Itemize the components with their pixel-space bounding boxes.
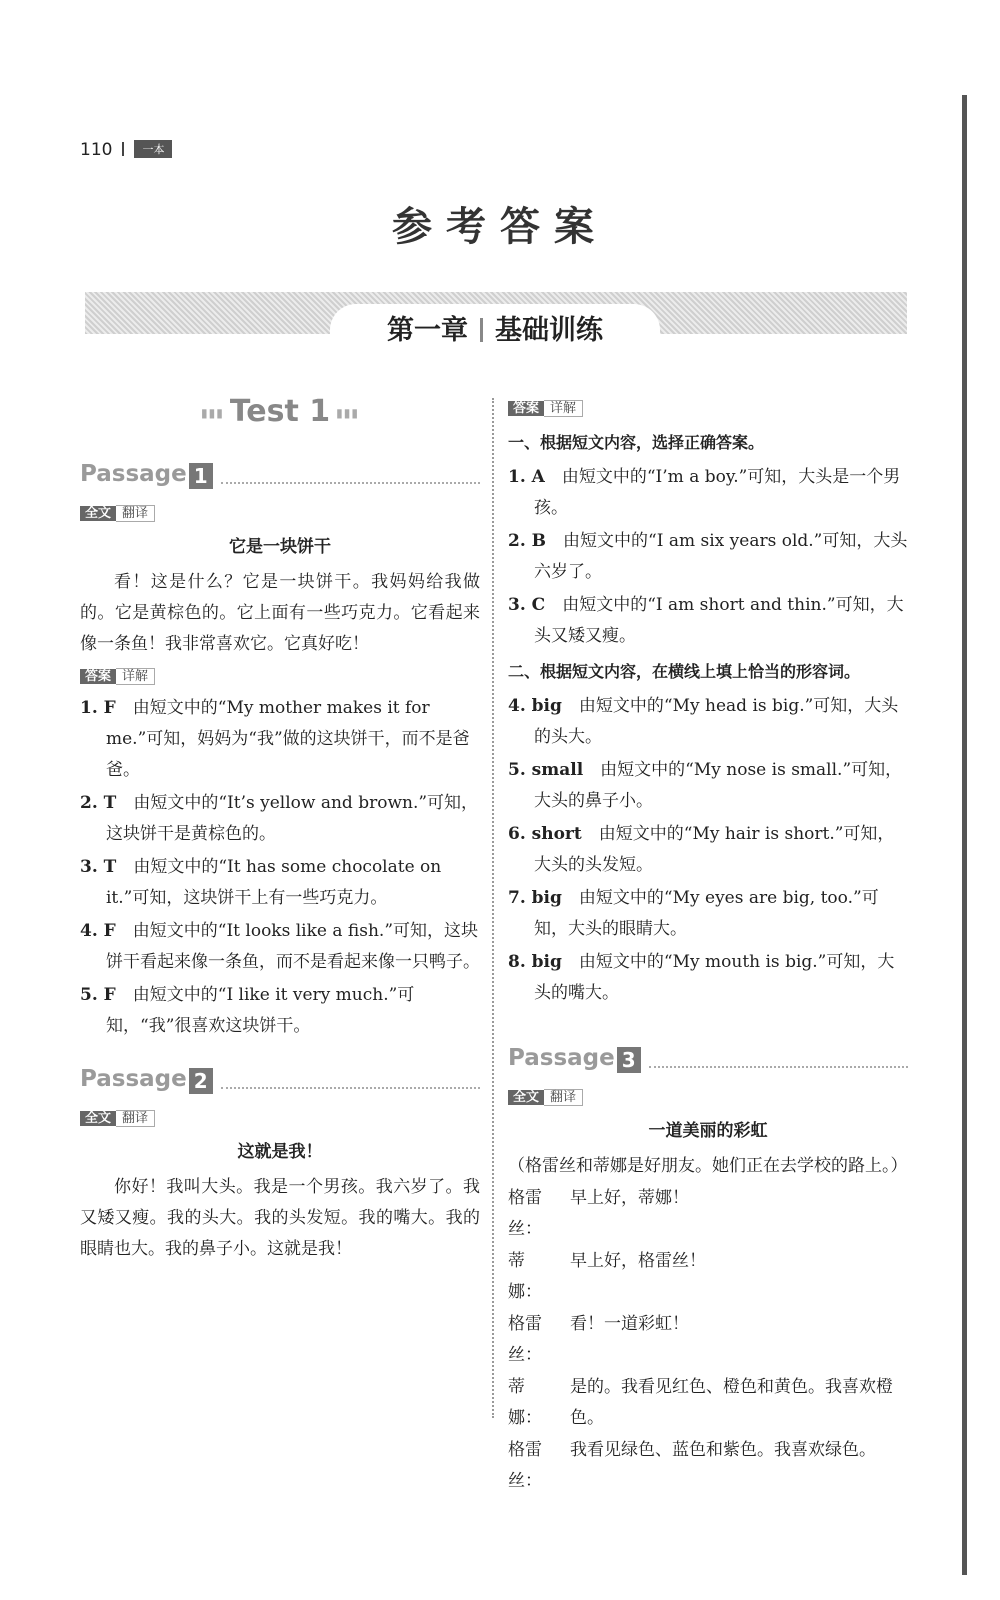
label-sub: 详解 xyxy=(544,400,583,417)
passage-3-title: 一道美丽的彩虹 xyxy=(648,1121,768,1141)
chapter-number: 第一章 xyxy=(387,315,468,346)
answer-item xyxy=(80,788,480,850)
speaker: 格雷丝： xyxy=(508,1314,542,1365)
fulltext-label xyxy=(80,1109,155,1129)
decor-dots-right: ▮▮▮ xyxy=(336,406,359,420)
chapter-divider xyxy=(480,318,483,342)
passage-1-translation: 看！这是什么？它是一块饼干。我妈妈给我做的。它是黄棕色的。它上面有一些巧克力。它看起来像一条鱼！我非常喜欢它。它真好吃！ xyxy=(80,572,480,654)
speech: 看！一道彩虹！ xyxy=(570,1314,689,1334)
speech: 早上好，格雷丝！ xyxy=(570,1251,706,1271)
passage-word: Passage xyxy=(80,1066,187,1092)
answer-item xyxy=(80,980,480,1042)
passage-word: Passage xyxy=(508,1045,615,1071)
passage-number: 1 xyxy=(189,463,213,489)
answer-item xyxy=(508,691,908,753)
answer-key: 4. big xyxy=(508,696,562,716)
label-main: 答案 xyxy=(508,401,544,416)
speaker: 格雷丝： xyxy=(508,1188,542,1239)
test-title xyxy=(80,392,480,433)
answer-item xyxy=(80,852,480,914)
dialogue-line xyxy=(508,1183,908,1245)
answer-text: 由短文中的“I am short and thin.”可知，大头又矮又瘦。 xyxy=(534,595,904,646)
column-divider xyxy=(492,398,494,1418)
fulltext-label xyxy=(80,504,155,524)
dotted-rule xyxy=(221,482,480,484)
series-tag: 一本 xyxy=(134,140,172,158)
dialogue-line xyxy=(508,1309,908,1371)
passage-3-intro: （格雷丝和蒂娜是好朋友。她们正在去学校的路上。） xyxy=(508,1156,908,1176)
dialogue-line xyxy=(508,1246,908,1308)
answer-key: 4. F xyxy=(80,921,116,941)
page-edge-shadow xyxy=(962,95,967,1575)
section-heading: 一、根据短文内容，选择正确答案。 xyxy=(508,433,765,452)
decor-dots-left: ▮▮▮ xyxy=(201,406,224,420)
answer-key: 2. T xyxy=(80,793,117,813)
passage-2-heading xyxy=(80,1064,480,1094)
label-main: 全文 xyxy=(80,1111,116,1126)
fulltext-label xyxy=(508,1088,583,1108)
answer-text: 由短文中的“My eyes are big, too.”可知，大头的眼睛大。 xyxy=(534,888,879,939)
passage-2-title: 这就是我！ xyxy=(237,1142,323,1162)
test-title-text: Test 1 xyxy=(229,394,331,429)
answer-text: 由短文中的“My mother makes it for me.”可知，妈妈为“我”做的这块饼干，而不是爸爸。 xyxy=(106,698,470,780)
answer-key: 1. F xyxy=(80,698,116,718)
answer-item xyxy=(508,590,908,652)
answer-item xyxy=(508,947,908,1009)
answer-key: 7. big xyxy=(508,888,562,908)
answer-key: 2. B xyxy=(508,531,547,551)
answer-text: 由短文中的“It looks like a fish.”可知，这块饼干看起来像一条鱼，而不是看起来像一只鸭子。 xyxy=(106,921,480,972)
label-main: 全文 xyxy=(80,506,116,521)
left-column xyxy=(80,392,480,1265)
answer-text: 由短文中的“My nose is small.”可知，大头的鼻子小。 xyxy=(534,760,903,811)
answer-text: 由短文中的“I am six years old.”可知，大头六岁了。 xyxy=(534,531,908,582)
header-divider xyxy=(122,142,124,156)
answer-text: 由短文中的“It has some chocolate on it.”可知，这块饼干上有一些巧克力。 xyxy=(106,857,442,908)
label-main: 全文 xyxy=(508,1090,544,1105)
dialogue-line xyxy=(508,1372,908,1434)
speech: 是的。我看见红色、橙色和黄色。我喜欢橙色。 xyxy=(570,1377,893,1428)
speaker: 格雷丝： xyxy=(508,1440,542,1491)
chapter-heading xyxy=(330,304,660,358)
speech: 早上好，蒂娜！ xyxy=(570,1188,689,1208)
passage-1-heading xyxy=(80,459,480,489)
answer-key: 3. T xyxy=(80,857,117,877)
answer-key: 3. C xyxy=(508,595,546,615)
passage-word: Passage xyxy=(80,461,187,487)
answer-item xyxy=(80,693,480,786)
answer-item xyxy=(508,526,908,588)
answer-item xyxy=(508,755,908,817)
answer-text: 由短文中的“My mouth is big.”可知，大头的嘴大。 xyxy=(534,952,895,1003)
right-column xyxy=(508,392,908,1498)
answer-text: 由短文中的“It’s yellow and brown.”可知，这块饼干是黄棕色的。 xyxy=(106,793,479,844)
answer-text: 由短文中的“I’m a boy.”可知，大头是一个男孩。 xyxy=(534,467,901,518)
answer-key: 6. short xyxy=(508,824,582,844)
answer-text: 由短文中的“My head is big.”可知，大头的头大。 xyxy=(534,696,899,747)
page-title: 参考答案 xyxy=(392,204,608,250)
answer-item xyxy=(508,819,908,881)
passage-number: 2 xyxy=(189,1068,213,1094)
answer-key: 1. A xyxy=(508,467,545,487)
label-sub: 翻译 xyxy=(116,505,155,522)
answer-text: 由短文中的“I like it very much.”可知，“我”很喜欢这块饼干。 xyxy=(106,985,415,1036)
label-sub: 翻译 xyxy=(116,1110,155,1127)
speaker: 蒂 娜： xyxy=(508,1251,542,1302)
passage-1-title: 它是一块饼干 xyxy=(229,537,331,557)
page-header xyxy=(80,140,172,160)
speaker: 蒂 娜： xyxy=(508,1377,542,1428)
section-heading: 二、根据短文内容，在横线上填上恰当的形容词。 xyxy=(508,662,861,681)
answer-key: 5. F xyxy=(80,985,116,1005)
chapter-name: 基础训练 xyxy=(495,315,603,346)
label-sub: 翻译 xyxy=(544,1089,583,1106)
label-main: 答案 xyxy=(80,669,116,684)
answer-item xyxy=(508,462,908,524)
answer-item xyxy=(80,916,480,978)
speech: 我看见绿色、蓝色和紫色。我喜欢绿色。 xyxy=(570,1440,876,1460)
answer-key: 8. big xyxy=(508,952,562,972)
dotted-rule xyxy=(649,1066,908,1068)
dialogue-line xyxy=(508,1435,908,1497)
dotted-rule xyxy=(221,1087,480,1089)
answer-label xyxy=(508,399,583,419)
passage-number: 3 xyxy=(617,1047,641,1073)
page-number: 110 xyxy=(80,140,113,160)
answer-item xyxy=(508,883,908,945)
passage-3-heading xyxy=(508,1043,908,1073)
answer-text: 由短文中的“My hair is short.”可知，大头的头发短。 xyxy=(534,824,895,875)
answer-label xyxy=(80,667,155,687)
answer-key: 5. small xyxy=(508,760,584,780)
label-sub: 详解 xyxy=(116,668,155,685)
passage-2-translation: 你好！我叫大头。我是一个男孩。我六岁了。我又矮又瘦。我的头大。我的头发短。我的嘴大。我的眼睛也大。我的鼻子小。这就是我！ xyxy=(80,1177,480,1259)
